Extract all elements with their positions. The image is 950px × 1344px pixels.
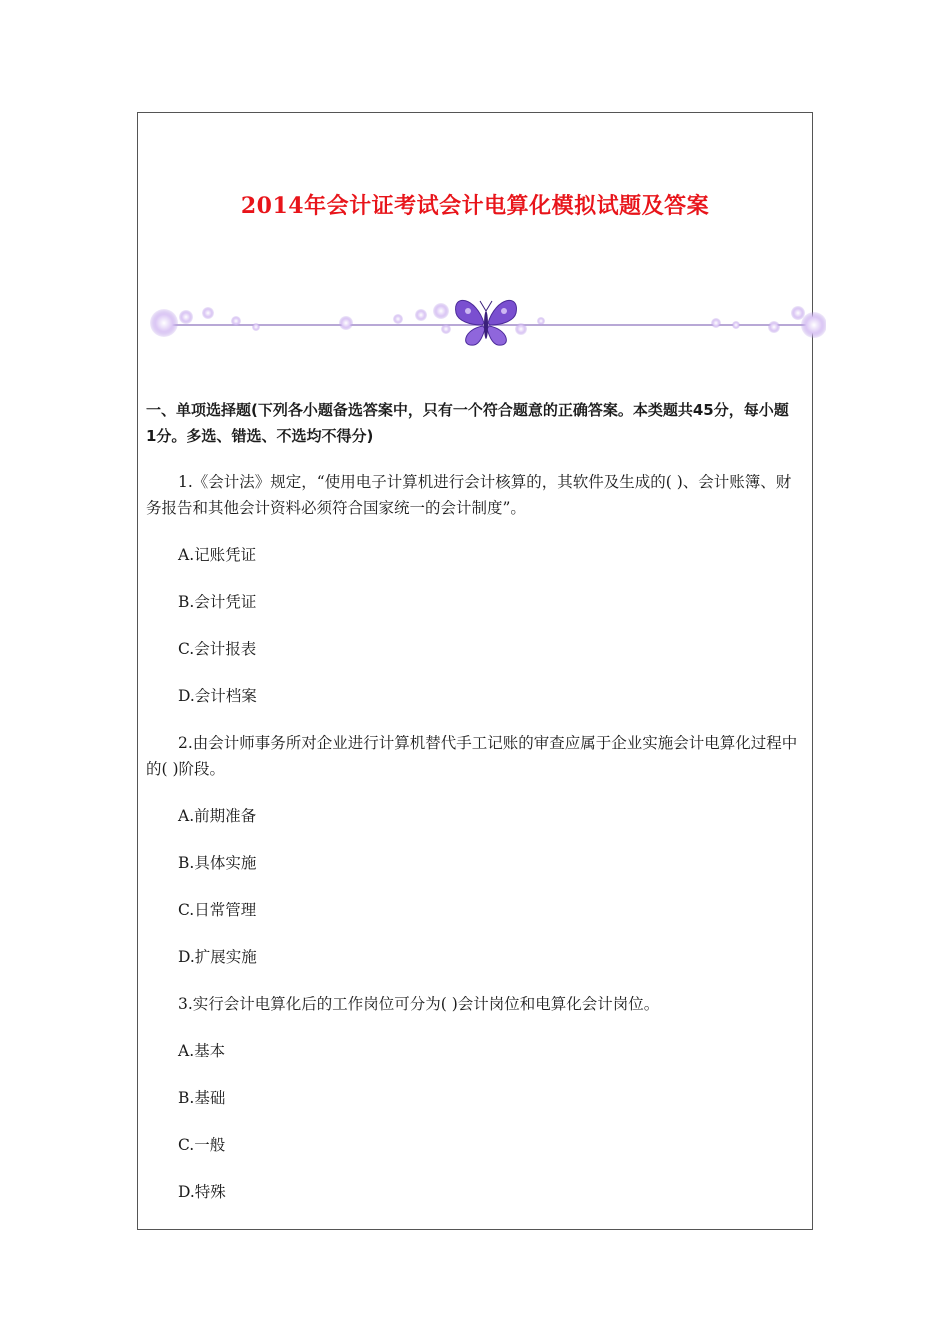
question-3: 3.实行会计电算化后的工作岗位可分为( )会计岗位和电算化会计岗位。 — [178, 995, 660, 1013]
question-2: 2.由会计师事务所对企业进行计算机替代手工记账的审查应属于企业实施会计电算化过程中的( )阶段。 — [146, 734, 798, 778]
question-2-option-c: C.日常管理 — [178, 901, 257, 919]
document-body — [146, 397, 798, 1226]
question-3-option-d: D.特殊 — [178, 1183, 226, 1201]
question-3-option-c: C.一般 — [178, 1136, 226, 1154]
bubble-cluster-left — [150, 303, 451, 337]
question-1: 1.《会计法》规定，“使用电子计算机进行会计核算的，其软件及生成的( )、会计账簿、财务报告和其他会计资料必须符合国家统一的会计制度”。 — [146, 473, 792, 517]
butterfly-icon — [456, 300, 517, 345]
butterfly-divider — [146, 293, 826, 353]
document-title: 2014年会计证考试会计电算化模拟试题及答案 — [240, 193, 710, 219]
section-heading: 一、单项选择题(下列各小题备选答案中，只有一个符合题意的正确答案。本类题共45分，每小题1分。多选、错选、不选均不得分) — [146, 401, 789, 445]
question-3-option-a: A.基本 — [178, 1042, 226, 1060]
question-2-option-d: D.扩展实施 — [178, 948, 257, 966]
bubble-cluster-right — [515, 306, 826, 338]
question-1-option-b: B.会计凭证 — [178, 593, 257, 611]
question-1-option-a: A.记账凭证 — [178, 546, 257, 564]
question-1-option-d: D.会计档案 — [178, 687, 257, 705]
question-3-option-b: B.基础 — [178, 1089, 226, 1107]
document-frame — [137, 112, 813, 1230]
question-2-option-b: B.具体实施 — [178, 854, 257, 872]
question-1-option-c: C.会计报表 — [178, 640, 257, 658]
question-2-option-a: A.前期准备 — [178, 807, 257, 825]
